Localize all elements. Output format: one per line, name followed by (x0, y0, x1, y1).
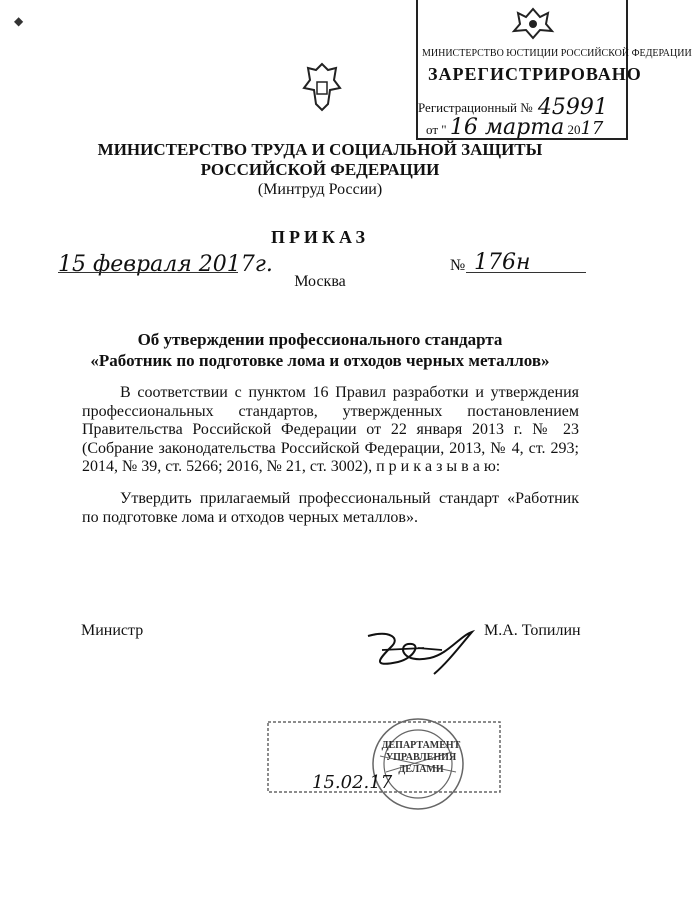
registration-stamp (398, 0, 692, 140)
order-date: 15 февраля 2017г. (58, 252, 273, 277)
department-stamp-text: ДЕПАРТАМЕНТ УПРАВЛЕНИЯ ДЕЛАМИ (381, 740, 461, 775)
registration-number-label: Регистрационный № (418, 100, 533, 115)
department-stamp (268, 712, 518, 832)
order-city: Москва (294, 273, 346, 290)
subject-line2: «Работник по подготовке лома и отходов черных металлов» (90, 351, 550, 370)
signature-handwritten (360, 628, 490, 678)
order-number-label: № (450, 257, 466, 274)
signatory-position: Министр (81, 622, 144, 639)
department-stamp-date: 15.02.17 (312, 772, 393, 793)
registration-date: 16 марта (449, 115, 565, 140)
registration-date-prefix: от " (426, 122, 447, 137)
body-paragraph-1: В соответствии с пунктом 16 Правил разработки и утверждения профессиональных стандартов, утвержденных постановлением Правительства Российской Федерации от 22 января 2013 г. № 23 (Собрание законодательства Российской Федерации, 2013, № 4, ст. 293; 2014, № 39, ст. 5266; 2016, № 21, ст. 3002), п р и к а з ы в а ю: (82, 384, 579, 475)
corner-mark: ◆ (14, 14, 24, 28)
ministry-name-line2: РОССИЙСКОЙ ФЕДЕРАЦИИ (200, 160, 440, 179)
registration-year-prefix: 20 (567, 122, 581, 137)
order-title: ПРИКАЗ (270, 227, 370, 247)
registration-title: ЗАРЕГИСТРИРОВАНО (428, 64, 642, 84)
registration-number: 45991 (537, 95, 608, 120)
registration-ministry: МИНИСТЕРСТВО ЮСТИЦИИ РОССИЙСКОЙ ФЕДЕРАЦИИ (422, 48, 692, 59)
registration-year-suffix: 17 (580, 118, 604, 139)
ministry-short-name: (Минтруд России) (257, 181, 383, 198)
body-paragraph-2: Утвердить прилагаемый профессиональный стандарт «Работник по подготовке лома и отходов черных металлов». (82, 490, 579, 526)
stamp-eagle-icon (508, 4, 558, 44)
order-number: 176н (474, 250, 531, 275)
signatory-name: М.А. Топилин (484, 622, 581, 639)
subject-line1: Об утверждении профессионального стандарта (137, 330, 503, 349)
registration-date-row (426, 115, 603, 140)
ministry-name-line1: МИНИСТЕРСТВО ТРУДА И СОЦИАЛЬНОЙ ЗАЩИТЫ (97, 140, 543, 159)
coat-of-arms-icon (300, 60, 344, 114)
